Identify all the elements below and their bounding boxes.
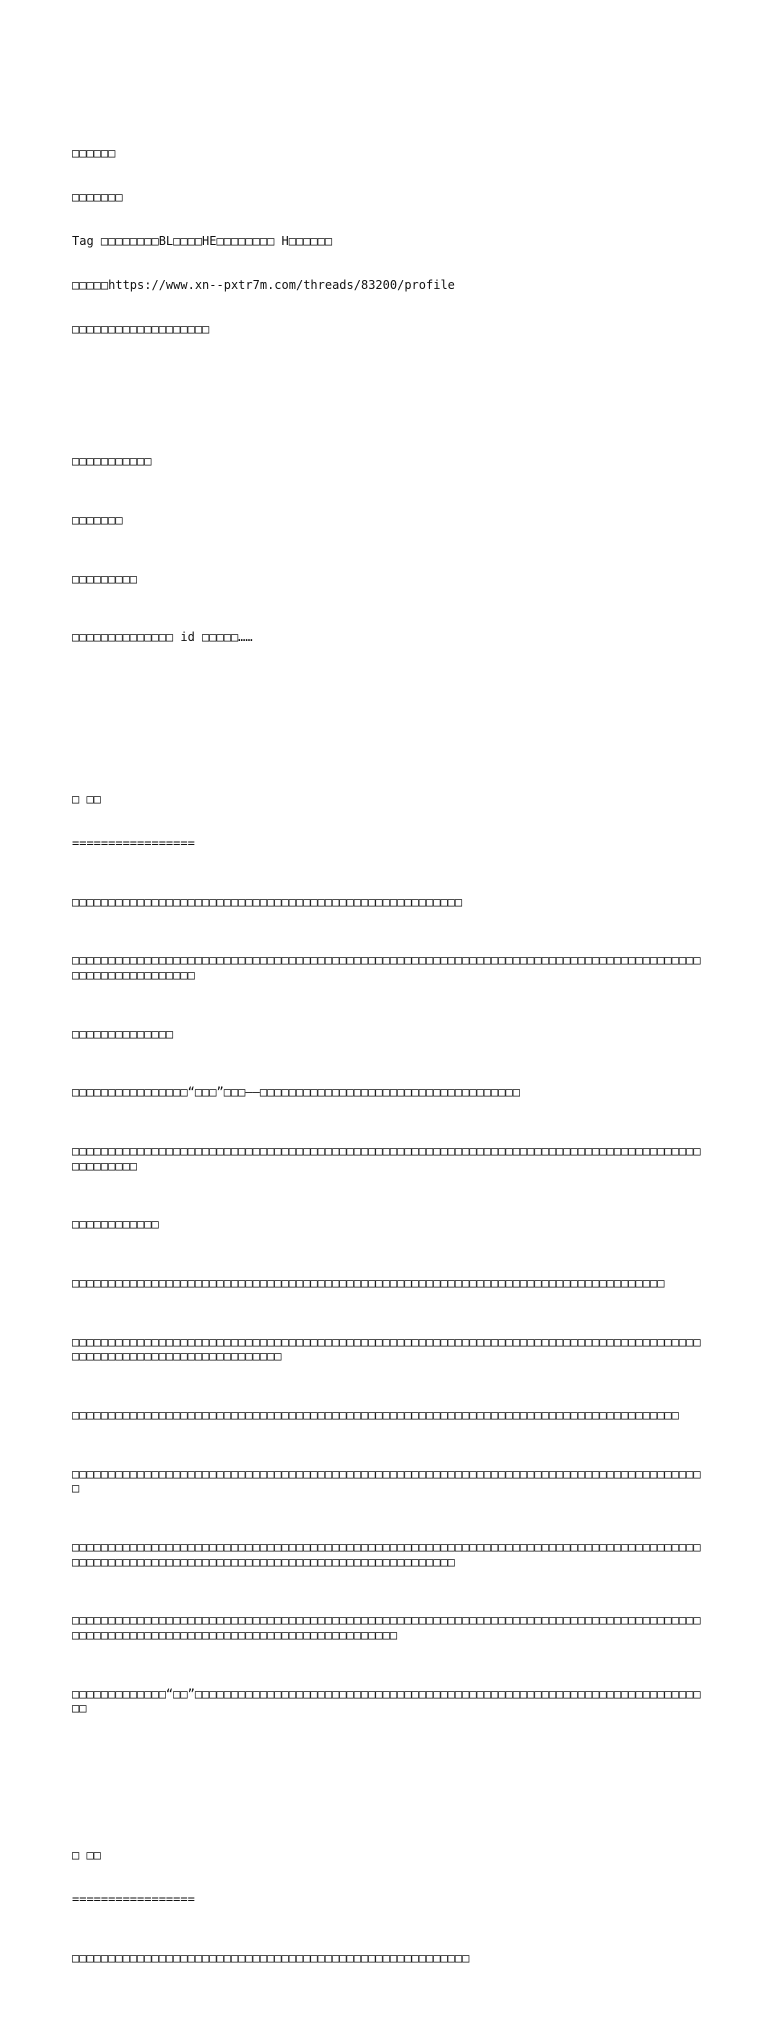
section-heading: □ □□ (72, 1847, 101, 1862)
paragraph: □□□□□□□□□□□□□□ (72, 1026, 174, 1041)
heading-underline: ================= (72, 1891, 195, 1906)
paragraph: □□□□□□□□□□□□□□□□□□□□□□□□□□□□□□□□□□□□□□□□□□□□□□□□□□□□□□□□□□□□□□□□□□□□□□□□□□□□□□□□□□□□□□□□□□□□□□□□ (72, 1143, 701, 1173)
paragraph: □□□□□□□□□□□□□□□□□□□□□□□□□□□□□□□□□□□□□□□□□□□□□□□□□□□□□□□□□□□□□□□□□□□□□□□□□□□□□□□□□□□□□□□□□□□□□□□□□□□□□□□□□□□□□□□□□□□□□□□□□□□□□□□□□□□□□□□□□□□□ (72, 1539, 701, 1569)
paragraph: □□□□□□□ (72, 513, 123, 528)
paragraph: □□□□□□□□□□□□□□□□□□□□□□□□□□□□□□□□□□□□□□□□□□□□□□□□□□□□□□□□□□□□□□□□□□□□□□□□□□□□□□□□□□□□□□□□□□□□□□□□□□□□□□□□ (72, 953, 701, 982)
paragraph: □□□□□□□□□□□□ (72, 1217, 159, 1232)
paragraph: □□□□□□□□□□□□□□□□□□□□□□□□□□□□□□□□□□□□□□□□□□□□□□□□□□□□□□□□□□□□□□□□□□□□□□□□□□□□□□□□□□ (72, 1275, 665, 1290)
paragraph: □□□□□□□□□□□□□□□□□□□□□□□□□□□□□□□□□□□□□□□□□□□□□□□□□□□□□□□ (72, 1950, 470, 1965)
paragraph: □□□□□□□□□□□□□“□□”□□□□□□□□□□□□□□□□□□□□□□□□□□□□□□□□□□□□□□□□□□□□□□□□□□□□□□□□□□□□□□□□□□□□□□□□ (72, 1686, 701, 1716)
section-1 (72, 748, 704, 1760)
header-tag-line: Tag □□□□□□□□BL□□□□HE□□□□□□□□ H□□□□□□ (72, 234, 333, 249)
paragraph: □□□□□□□□□□□□□□□□□□□□□□□□□□□□□□□□□□□□□□□□□□□□□□□□□□□□□□ (72, 894, 463, 909)
section-heading: □ □□ (72, 791, 101, 806)
paragraph: □□□□□□□□□□□ (72, 454, 152, 469)
document-body (72, 73, 704, 2039)
document-header (72, 117, 704, 381)
header-info-line: □□□□□□□□□□□□□□□□□□□ (72, 322, 210, 337)
intro-block (72, 425, 704, 704)
header-title-line: □□□□□□ (72, 146, 116, 161)
heading-underline: ================= (72, 835, 195, 850)
paragraph: □□□□□□□□□□□□□□□□□□□□□□□□□□□□□□□□□□□□□□□□□□□□□□□□□□□□□□□□□□□□□□□□□□□□□□□□□□□□□□□□□□□□ (72, 1407, 679, 1422)
header-url-line: □□□□□https://www.xn--pxtr7m.com/threads/83200/profile (72, 278, 455, 293)
header-subtitle-line: □□□□□□□ (72, 190, 123, 205)
paragraph: □□□□□□□□□□□□□□□□□□□□□□□□□□□□□□□□□□□□□□□□□□□□□□□□□□□□□□□□□□□□□□□□□□□□□□□□□□□□□□□□□□□□□□□□□□□□□□□□□□□□□□□□□□□□□□□□□□□□□□□□□□□□□□□□□□□□ (72, 1613, 701, 1642)
paragraph: □□□□□□□□□□□□□□□□“□□□”□□□——□□□□□□□□□□□□□□□□□□□□□□□□□□□□□□□□□□□□ (72, 1085, 520, 1100)
paragraph: □□□□□□□□□□□□□□□□□□□□□□□□□□□□□□□□□□□□□□□□□□□□□□□□□□□□□□□□□□□□□□□□□□□□□□□□□□□□□□□□□□□□□□□□□□□□□□□□□□□□□□□□□□□□□□□□□□□□ (72, 1334, 701, 1364)
paragraph: □□□□□□□□□□□□□□□□□□□□□□□□□□□□□□□□□□□□□□□□□□□□□□□□□□□□□□□□□□□□□□□□□□□□□□□□□□□□□□□□□□□□□□□□ (72, 1466, 701, 1496)
paragraph: □□□□□□□□□□□□□□ id □□□□□…… (72, 630, 253, 645)
paragraph: □□□□□□□□□ (72, 571, 138, 586)
section-2 (72, 1804, 704, 2009)
